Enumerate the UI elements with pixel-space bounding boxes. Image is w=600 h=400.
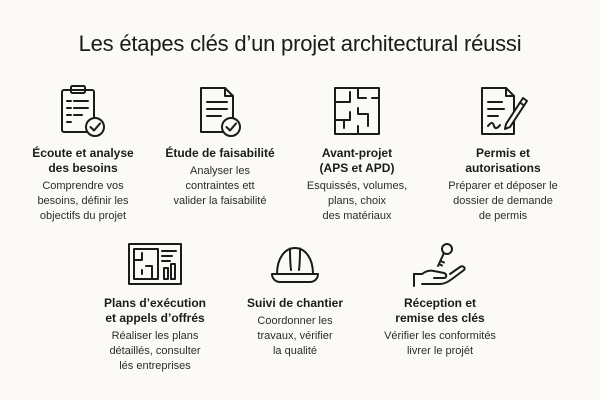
step-description: Réaliser les plans détaillés, consulter lés entreprises [109, 330, 201, 372]
step-description: Préparer et déposer le dossier de demande de permis [448, 180, 558, 222]
step-avant-projet [292, 84, 422, 224]
document-check-icon [193, 84, 247, 140]
hard-hat-icon [268, 240, 322, 290]
step-reception-remise-cles [365, 240, 515, 359]
step-suivi-chantier [230, 240, 360, 359]
step-permis-autorisations [428, 84, 578, 224]
floor-plan-icon [330, 84, 384, 140]
step-label: Avant-projet (APS et APD) [319, 146, 395, 175]
page-title: Les étapes clés d’un projet architectural réussi [78, 31, 522, 56]
clipboard-check-icon [56, 84, 110, 140]
step-etude-faisabilite [155, 84, 285, 209]
step-description: Esquissés, volumes, plans, choix des matériaux [306, 180, 408, 222]
step-ecoute-analyse [18, 84, 148, 224]
step-label: Étude de faisabilité [165, 146, 275, 160]
step-description: Coordonner les travaux, vérifier la qualité [257, 315, 333, 357]
step-label: Plans d’exécution et appels d’offrés [103, 296, 207, 325]
step-description: Comprendre vos besoins, définir les objectifs du projet [37, 180, 129, 222]
step-label: Suivi de chantier [246, 296, 344, 310]
document-pen-icon [476, 84, 530, 140]
step-description: Analyser les contraintes ett valider la faisabilité [173, 165, 267, 207]
step-label: Écoute et analyse des besoins [32, 146, 134, 175]
step-description: Vérifier les conformités livrer le projét [384, 330, 496, 357]
step-label: Réception et remise des clés [395, 296, 485, 325]
step-plans-execution [85, 240, 225, 374]
blueprint-icon [126, 240, 184, 290]
key-hand-icon [410, 240, 470, 290]
step-label: Permis et autorisations [465, 146, 541, 175]
